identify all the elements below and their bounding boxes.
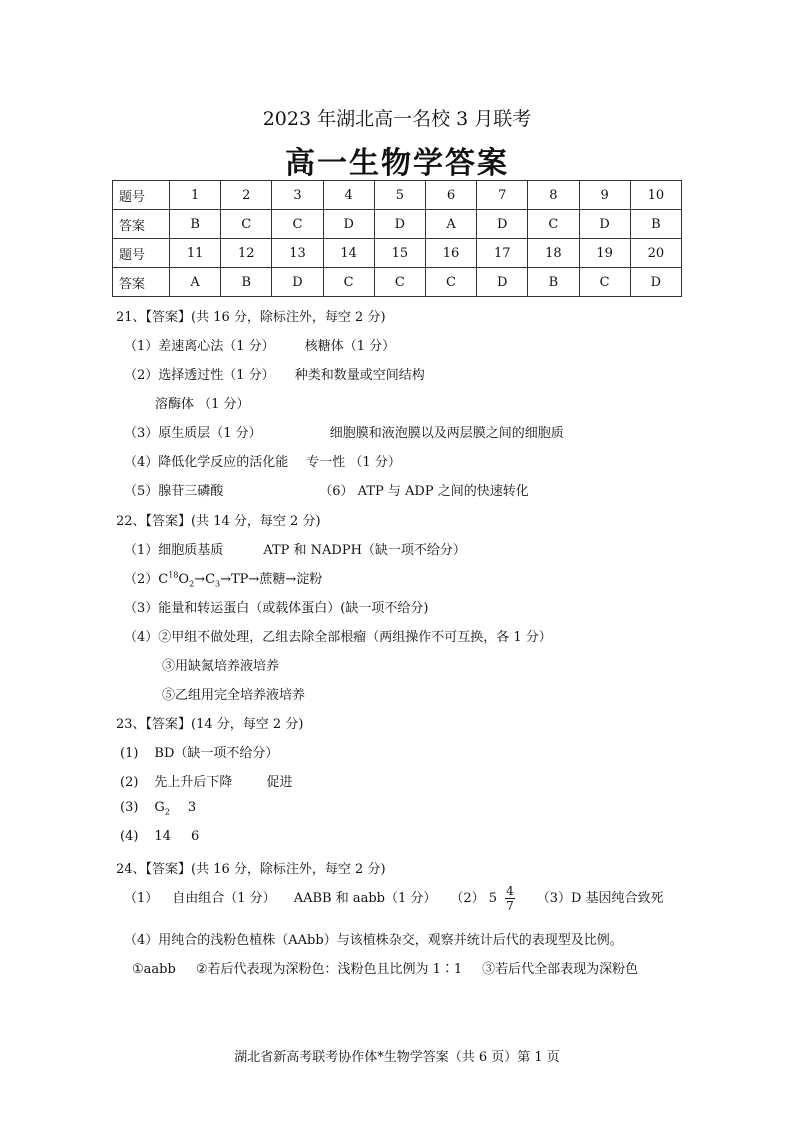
answer-table-row-label: 题号 — [113, 239, 170, 268]
answer-table-cell: C — [579, 268, 630, 297]
answer-table-cell: 18 — [528, 239, 579, 268]
answer-table-row-label: 答案 — [113, 210, 170, 239]
page-title: 2023 年湖北高一名校 3 月联考 — [262, 108, 532, 130]
q21-3-answer-a: （3）原生质层（1 分） — [124, 426, 262, 441]
answer-table-cell: 11 — [170, 239, 221, 268]
q22-2-mid2: →C — [194, 572, 216, 587]
q23-2-answer-a: 先上升后下降 — [154, 775, 233, 790]
answer-table-cell: 19 — [579, 239, 630, 268]
q21-line-4 — [124, 422, 564, 441]
answer-table-cell: A — [425, 210, 476, 239]
q24-line-3 — [132, 958, 638, 977]
q24-1-answer-a: 自由组合（1 分） — [172, 891, 276, 906]
q23-2-label: (2) — [120, 775, 139, 790]
q23-2-answer-b: 促进 — [266, 775, 293, 790]
answer-table-cell: 16 — [425, 239, 476, 268]
answer-table-cell: 10 — [630, 181, 681, 210]
answer-table-cell: D — [323, 210, 374, 239]
q22-2-sub1: 2 — [189, 579, 195, 589]
q21-line-3: 溶酶体 （1 分） — [155, 397, 250, 412]
answer-table-cell: 15 — [374, 239, 425, 268]
answer-table-cell: C — [528, 210, 579, 239]
answer-table-cell: C — [323, 268, 374, 297]
q24-2-fraction-numerator: 4 — [506, 884, 514, 898]
q22-2-suffix: →TP→蔗糖→淀粉 — [220, 572, 323, 587]
q22-header: 22、【答案】(共 14 分，每空 2 分) — [116, 514, 321, 529]
answer-table-cell: 12 — [221, 239, 272, 268]
answer-table-cell: 1 — [170, 181, 221, 210]
q23-1-answer: BD（缺一项不给分） — [154, 746, 279, 761]
q21-5-answer: （5）腺苷三磷酸 — [124, 484, 224, 499]
q21-1-answer-b: 核糖体（1 分） — [304, 339, 396, 354]
q23-3-answer-a-sub: 2 — [164, 807, 170, 817]
answer-table-cell: C — [272, 210, 323, 239]
q22-2-prefix: （2）C — [124, 572, 169, 587]
q21-3-answer-b: 细胞膜和液泡膜以及两层膜之间的细胞质 — [329, 426, 564, 441]
answer-table-cell: 6 — [425, 181, 476, 210]
q21-6-answer: （6） ATP 与 ADP 之间的快速转化 — [319, 484, 529, 499]
q22-1-answer-a: （1）细胞质基质 — [124, 543, 224, 558]
answer-table-cell: 3 — [272, 181, 323, 210]
q22-2-sub2: 3 — [215, 579, 221, 589]
answer-table-cell: B — [221, 268, 272, 297]
q21-2-answer-b: 种类和数量或空间结构 — [294, 368, 425, 383]
q21-4-answer-b: 专一性 （1 分） — [306, 455, 401, 470]
page-footer: 湖北省新高考联考协作体*生物学答案（共 6 页）第 1 页 — [234, 1050, 560, 1065]
answer-table-cell: B — [630, 210, 681, 239]
answer-table-row — [113, 268, 682, 297]
answer-table-cell: 5 — [374, 181, 425, 210]
q23-4-label: (4) — [120, 829, 139, 844]
q24-3-answer: （3）D 基因纯合致死 — [536, 891, 664, 906]
answer-table-cell: 20 — [630, 239, 681, 268]
answer-table-cell: C — [221, 210, 272, 239]
q22-line-5: ③用缺氮培养液培养 — [162, 659, 280, 674]
q24-4-answer-a: ①aabb — [132, 962, 176, 977]
answer-table-cell: D — [374, 210, 425, 239]
answer-table-cell: B — [528, 268, 579, 297]
q23-line-2 — [120, 771, 292, 790]
q23-header: 23、【答案】(14 分，每空 2 分) — [116, 717, 304, 732]
q23-4-answer-b: 6 — [190, 829, 200, 844]
answer-table-cell: D — [630, 268, 681, 297]
q23-3-answer-a: G — [154, 800, 165, 815]
q23-line-4 — [120, 829, 199, 844]
answer-table-cell: C — [374, 268, 425, 297]
q24-header: 24、【答案】(共 16 分，除标注外，每空 2 分) — [116, 862, 386, 877]
q24-1-label: （1） — [124, 891, 159, 906]
answer-table-cell: B — [170, 210, 221, 239]
q23-line-1 — [120, 742, 278, 761]
q23-3-answer-b: 3 — [187, 800, 197, 815]
answer-table-row-label: 题号 — [113, 181, 170, 210]
answer-table-cell: 2 — [221, 181, 272, 210]
q23-line-3 — [120, 800, 196, 817]
q22-line-1 — [124, 539, 466, 558]
q23-1-label: (1) — [120, 746, 139, 761]
q24-2-fraction — [505, 884, 515, 913]
answer-table-row — [113, 210, 682, 239]
q21-4-answer-a: （4）降低化学反应的活化能 — [124, 455, 289, 470]
q24-4-answer-c: ③若后代全部表现为深粉色 — [482, 962, 639, 977]
q21-line-2 — [124, 364, 425, 383]
answer-table-cell: 13 — [272, 239, 323, 268]
answer-table-cell: 4 — [323, 181, 374, 210]
answer-table-cell: D — [477, 268, 528, 297]
q21-line-5 — [124, 451, 401, 470]
q21-line-6 — [124, 480, 529, 499]
q22-1-answer-b: ATP 和 NADPH（缺一项不给分） — [263, 543, 466, 558]
q24-1-answer-b: AABB 和 aabb（1 分） — [293, 891, 437, 906]
answer-table-cell: D — [272, 268, 323, 297]
page-subtitle: 高一生物学答案 — [285, 146, 509, 181]
q24-2-fraction-denominator: 7 — [506, 899, 514, 913]
answer-table-cell: C — [425, 268, 476, 297]
answer-table-cell: 14 — [323, 239, 374, 268]
q24-line-2: （4）用纯合的浅粉色植株（AAbb）与该植株杂交，观察并统计后代的表现型及比例。 — [124, 933, 623, 948]
q21-2-answer-a: （2）选择透过性（1 分） — [124, 368, 275, 383]
answer-table-row — [113, 239, 682, 268]
q22-line-4: （4）②甲组不做处理，乙组去除全部根瘤（两组操作不可互换，各 1 分） — [124, 630, 552, 645]
q22-2-mid1: O — [178, 572, 190, 587]
q22-2-sup: 18 — [168, 570, 179, 580]
q23-3-label: (3) — [120, 800, 139, 815]
answer-table-cell: A — [170, 268, 221, 297]
q21-1-answer-a: （1）差速离心法（1 分） — [124, 339, 275, 354]
answer-table-row — [113, 181, 682, 210]
answer-table-cell: 9 — [579, 181, 630, 210]
q22-line-2 — [124, 568, 322, 589]
q21-header: 21、【答案】(共 16 分，除标注外，每空 2 分) — [116, 310, 386, 325]
q24-4-answer-b: ②若后代表现为深粉色：浅粉色且比例为 1∶1 — [195, 962, 463, 977]
answer-table-cell: 7 — [477, 181, 528, 210]
q24-2-answer-a: （2） 5 — [450, 891, 498, 906]
answer-table-cell: D — [579, 210, 630, 239]
q24-line-1 — [124, 884, 664, 913]
q22-line-3: （3）能量和转运蛋白（或载体蛋白）(缺一项不给分) — [124, 601, 429, 616]
answer-table-cell: D — [477, 210, 528, 239]
answer-table — [112, 180, 682, 297]
answer-table-cell: 17 — [477, 239, 528, 268]
q23-4-answer-a: 14 — [154, 829, 171, 844]
q21-line-1 — [124, 335, 395, 354]
answer-table-row-label: 答案 — [113, 268, 170, 297]
q22-line-6: ⑤乙组用完全培养液培养 — [162, 688, 306, 703]
answer-table-cell: 8 — [528, 181, 579, 210]
